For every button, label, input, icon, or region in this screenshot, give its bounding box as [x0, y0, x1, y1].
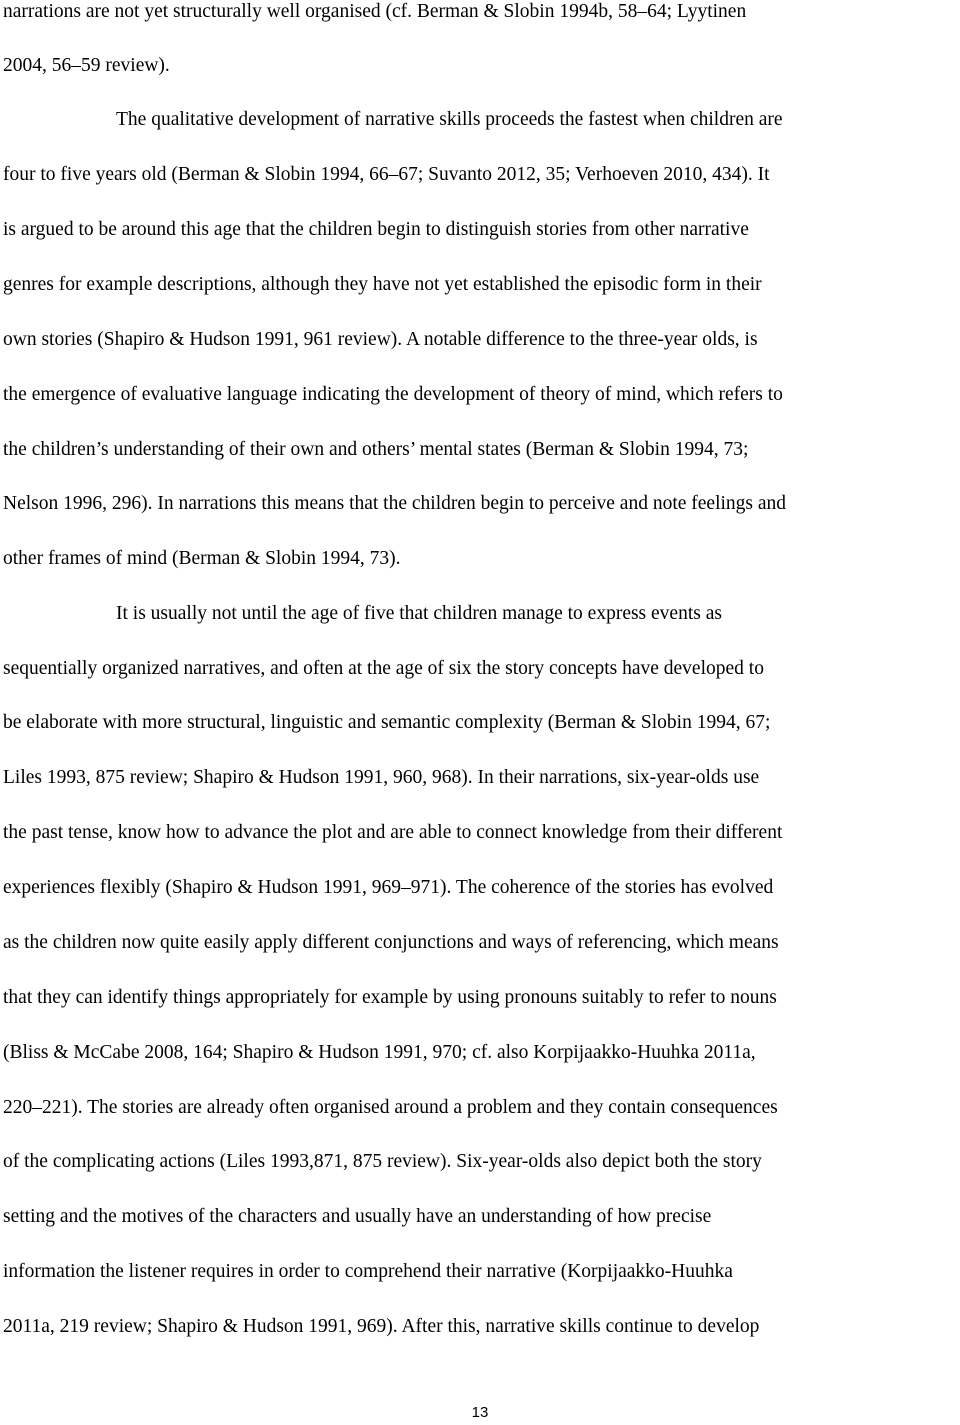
text-line: of the complicating actions (Liles 1993,871, 875 review). Six-year-olds also depict both the story: [3, 1151, 762, 1172]
text-line: narrations are not yet structurally well organised (cf. Berman & Slobin 1994b, 58–64; Lyytinen: [3, 1, 747, 22]
text-line: genres for example descriptions, although they have not yet established the episodic form in their: [3, 274, 762, 295]
text-line: 2011a, 219 review; Shapiro & Hudson 1991, 969). After this, narrative skills continue to develop: [3, 1316, 760, 1337]
text-line: the past tense, know how to advance the plot and are able to connect knowledge from their different: [3, 822, 783, 843]
text-line: be elaborate with more structural, linguistic and semantic complexity (Berman & Slobin 1994, 67;: [3, 712, 771, 733]
text-line: information the listener requires in order to comprehend their narrative (Korpijaakko-Huuhka: [3, 1261, 733, 1282]
text-line: 220–221). The stories are already often organised around a problem and they contain consequences: [3, 1097, 778, 1118]
text-line: (Bliss & McCabe 2008, 164; Shapiro & Hudson 1991, 970; cf. also Korpijaakko-Huuhka 2011a,: [3, 1042, 756, 1063]
paragraph-start-line: It is usually not until the age of five that children manage to express events as: [116, 603, 722, 624]
text-line: as the children now quite easily apply different conjunctions and ways of referencing, which means: [3, 932, 779, 953]
text-line: Liles 1993, 875 review; Shapiro & Hudson 1991, 960, 968). In their narrations, six-year-olds use: [3, 767, 760, 788]
page-number: 13: [471, 1404, 489, 1421]
text-line: setting and the motives of the characters and usually have an understanding of how precise: [3, 1206, 712, 1227]
text-line: own stories (Shapiro & Hudson 1991, 961 review). A notable difference to the three-year olds, is: [3, 329, 758, 350]
text-line: four to five years old (Berman & Slobin 1994, 66–67; Suvanto 2012, 35; Verhoeven 2010, 434). It: [3, 164, 770, 185]
text-line: experiences flexibly (Shapiro & Hudson 1991, 969–971). The coherence of the stories has evolved: [3, 877, 774, 898]
text-line: sequentially organized narratives, and often at the age of six the story concepts have developed to: [3, 658, 764, 679]
text-line: the children’s understanding of their own and others’ mental states (Berman & Slobin 1994, 73;: [3, 439, 749, 460]
text-line: the emergence of evaluative language indicating the development of theory of mind, which refers to: [3, 384, 783, 405]
text-line: that they can identify things appropriately for example by using pronouns suitably to refer to nouns: [3, 987, 777, 1008]
text-line: is argued to be around this age that the children begin to distinguish stories from other narrative: [3, 219, 749, 240]
text-line: Nelson 1996, 296). In narrations this means that the children begin to perceive and note feelings and: [3, 493, 787, 514]
text-line: 2004, 56–59 review).: [3, 55, 170, 76]
text-line: other frames of mind (Berman & Slobin 1994, 73).: [3, 548, 401, 569]
paragraph-start-line: The qualitative development of narrative skills proceeds the fastest when children are: [116, 109, 783, 130]
